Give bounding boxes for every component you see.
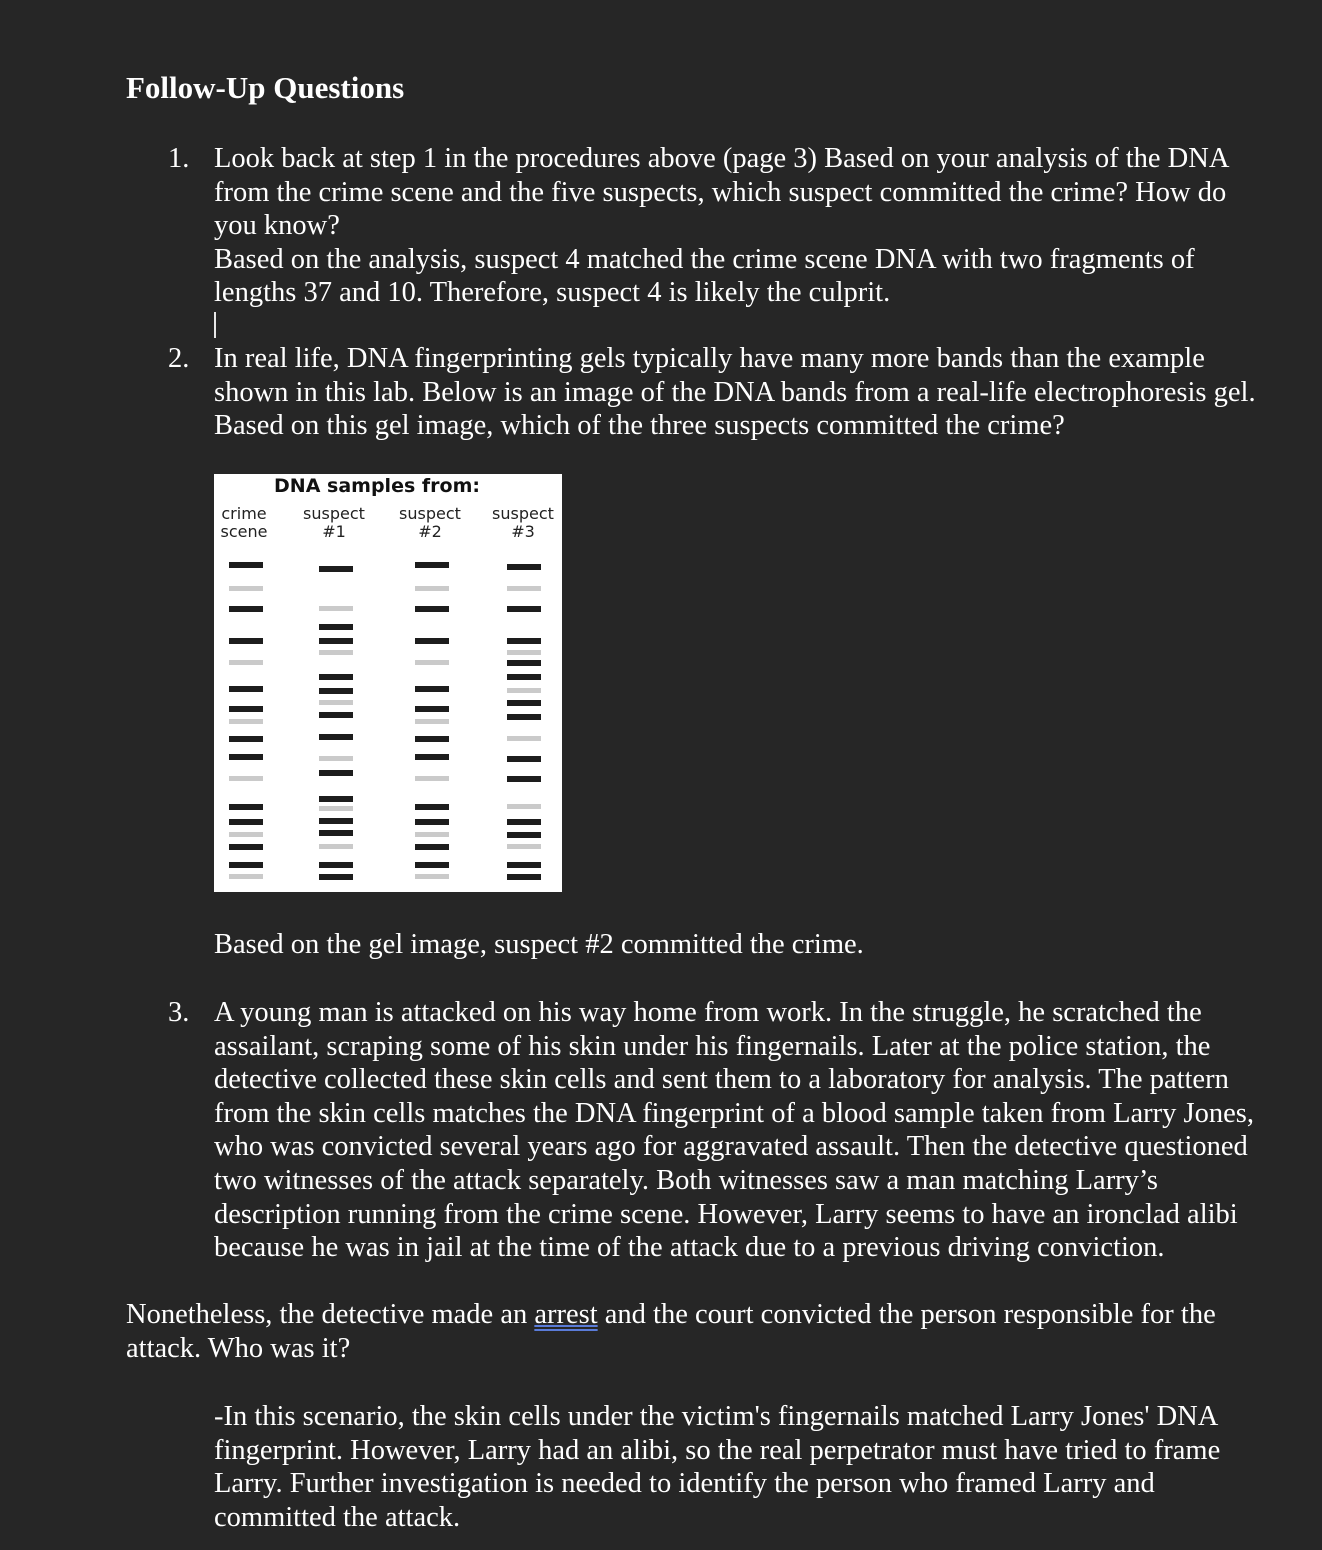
gel-band [415, 562, 449, 568]
question-3-answer[interactable]: -In this scenario, the skin cells under the victim's fingernails matched Larry Jones' DNA fingerprint. However, Larry had an alibi, so the real perpetrator must have tried to frame Larry. Further investigation is needed to identify the person who framed Larry and committed the attack. [214, 1401, 1221, 1533]
gel-band [415, 874, 449, 879]
question-3 [168, 996, 1274, 1265]
gel-band [319, 844, 353, 849]
gel-band [319, 862, 353, 868]
gel-band [415, 638, 449, 644]
gel-band [319, 818, 353, 824]
gel-band [229, 862, 263, 868]
question-1-answer[interactable]: Based on the analysis, suspect 4 matched the crime scene DNA with two fragments of lengths 37 and 10. Therefore, suspect 4 is likely the culprit. [214, 243, 1195, 309]
gel-image [214, 474, 562, 892]
gel-band [229, 562, 263, 568]
gel-band [507, 586, 541, 591]
question-1 [168, 142, 1274, 310]
gel-band [319, 674, 353, 680]
arrest-link[interactable]: arrest [534, 1299, 598, 1330]
gel-band [507, 700, 541, 706]
question-1-prompt: Look back at step 1 in the procedures above (page 3) Based on your analysis of the DNA from the crime scene and the five suspects, which suspect committed the crime? How do you know? [214, 143, 1228, 242]
gel-band [507, 756, 541, 762]
text-cursor [214, 312, 216, 338]
gel-band [319, 756, 353, 761]
question-3-followup-text-end: and the court convicted the person responsible for the attack. Who was it? [126, 1299, 1216, 1364]
lane-label-suspect3-line2: #3 [511, 522, 535, 541]
gel-band [319, 606, 353, 611]
lane-label-suspect2-line2: #2 [418, 522, 442, 541]
gel-band [229, 719, 263, 724]
gel-band [507, 660, 541, 666]
gel-band [229, 832, 263, 837]
question-2 [168, 342, 1274, 443]
gel-band [229, 706, 263, 712]
gel-band [229, 844, 263, 850]
gel-band [507, 564, 541, 570]
gel-band [229, 736, 263, 742]
gel-band [415, 754, 449, 760]
gel-band [229, 776, 263, 781]
gel-band [319, 566, 353, 572]
gel-band [507, 874, 541, 880]
gel-band [415, 586, 449, 591]
gel-band [415, 606, 449, 612]
gel-band [229, 686, 263, 692]
question-3-answer-block [214, 1400, 1274, 1534]
gel-band [229, 660, 263, 665]
gel-band [229, 804, 263, 810]
gel-band [319, 874, 353, 880]
gel-band [415, 706, 449, 712]
gel-band [415, 832, 449, 837]
question-2-answer[interactable]: Based on the gel image, suspect #2 committed the crime. [214, 929, 864, 960]
gel-band [319, 734, 353, 740]
gel-band [319, 638, 353, 644]
gel-band [229, 586, 263, 591]
gel-band [319, 688, 353, 694]
gel-band [507, 776, 541, 782]
gel-band [319, 796, 353, 802]
gel-band [229, 819, 263, 825]
gel-band [229, 638, 263, 644]
question-3-followup-text: Nonetheless, the detective made an [126, 1299, 535, 1330]
gel-band [415, 862, 449, 868]
gel-band [507, 862, 541, 868]
lane-label-crime-line1: crime [221, 504, 267, 523]
gel-figure [214, 474, 562, 892]
gel-band [507, 650, 541, 655]
gel-band [229, 754, 263, 760]
question-3-followup [126, 1298, 1266, 1365]
gel-band [415, 686, 449, 692]
gel-band [319, 624, 353, 630]
question-1-number: 1. [168, 143, 190, 174]
lane-label-suspect2-line1: suspect [399, 504, 461, 523]
gel-band [507, 638, 541, 644]
question-3-prompt: A young man is attacked on his way home from work. In the struggle, he scratched the assailant, scraping some of his skin under his fingernails. Later at the police station, the detective collected these skin cells and sent them to a laboratory for analysis. The pattern from the skin cells matches the DNA fingerprint of a blood sample taken from Larry Jones, who was convicted several years ago for aggravated assault. Then the detective questioned two witnesses of the attack separately. Both witnesses saw a man matching Larry’s description running from the crime scene. However, Larry seems to have an ironclad alibi because he was in jail at the time of the attack due to a previous driving conviction. [214, 997, 1254, 1264]
gel-band [319, 830, 353, 836]
gel-band [507, 804, 541, 809]
gel-band [507, 832, 541, 838]
lane-label-suspect1-line2: #1 [322, 522, 346, 541]
page-title: Follow-Up Questions [126, 70, 405, 105]
gel-band [507, 688, 541, 693]
gel-band [415, 804, 449, 810]
lane-label-suspect3-line1: suspect [492, 504, 554, 523]
gel-band [415, 819, 449, 825]
gel-band [229, 606, 263, 612]
gel-band [415, 776, 449, 781]
lane-label-crime-line2: scene [220, 522, 268, 541]
gel-band [507, 606, 541, 612]
gel-band [507, 844, 541, 849]
gel-band [507, 714, 541, 720]
gel-bands [229, 562, 541, 880]
gel-band [229, 874, 263, 879]
gel-band [319, 806, 353, 811]
question-2-number: 2. [168, 343, 190, 374]
gel-band [319, 650, 353, 655]
gel-title: DNA samples from: [274, 475, 480, 497]
gel-band [415, 736, 449, 742]
gel-band [507, 736, 541, 741]
question-3-number: 3. [168, 997, 190, 1028]
gel-band [415, 719, 449, 724]
gel-band [507, 819, 541, 825]
gel-band [507, 674, 541, 680]
gel-band [319, 700, 353, 705]
gel-band [319, 770, 353, 776]
gel-band [415, 844, 449, 850]
lane-label-suspect1-line1: suspect [303, 504, 365, 523]
gel-band [319, 712, 353, 718]
question-2-prompt: In real life, DNA fingerprinting gels typically have many more bands than the example shown in this lab. Below is an image of the DNA bands from a real-life electrophoresis gel. Based on this gel image, which of the three suspects committed the crime? [214, 343, 1256, 442]
gel-band [415, 660, 449, 665]
